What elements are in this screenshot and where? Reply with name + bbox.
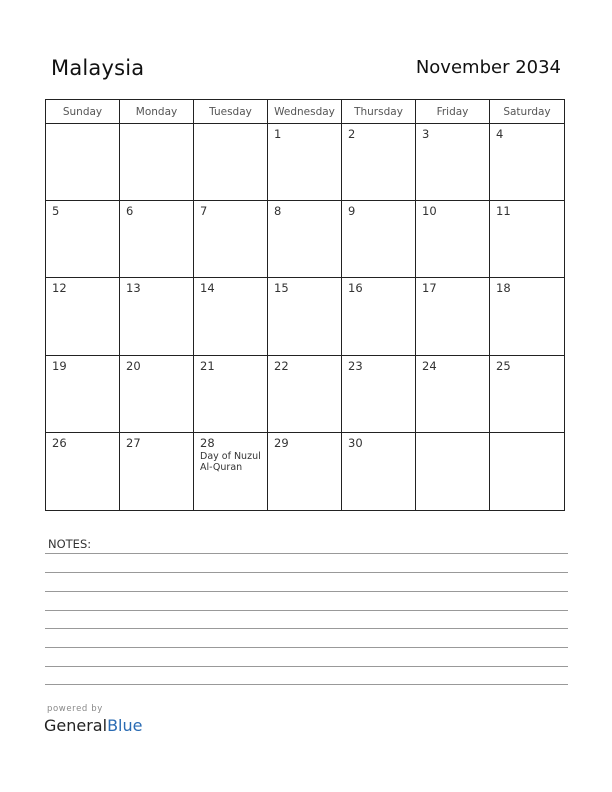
day-cell: [490, 124, 564, 201]
day-cell: [268, 201, 342, 278]
day-cell: [342, 278, 416, 355]
day-number: 14: [200, 281, 215, 296]
day-number: 16: [348, 281, 363, 296]
day-cell: [490, 201, 564, 278]
day-number: 17: [422, 281, 437, 296]
day-cell: [46, 124, 120, 201]
day-cell: [416, 356, 490, 433]
day-number: 13: [126, 281, 141, 296]
day-cell: [342, 433, 416, 510]
day-cell: [194, 201, 268, 278]
weekday-header: Sunday: [46, 100, 120, 124]
brand-part-general: General: [44, 716, 108, 735]
day-number: 3: [422, 127, 430, 141]
day-cell: [268, 278, 342, 355]
day-cell: [268, 433, 342, 510]
day-cell: [194, 433, 268, 510]
notes-line: [45, 553, 568, 554]
day-cell: [46, 356, 120, 433]
month-year-title: November 2034: [415, 57, 561, 78]
day-number: 27: [126, 435, 141, 450]
holiday-label: Day of Nuzul Al-Quran: [200, 450, 261, 473]
day-number: 5: [52, 204, 60, 219]
day-number: 28: [200, 435, 215, 450]
day-number: 30: [348, 435, 363, 450]
day-number: 4: [496, 127, 504, 141]
day-number: 22: [274, 358, 289, 373]
notes-line: [45, 628, 568, 629]
day-number: 18: [496, 281, 511, 296]
day-number: 15: [274, 281, 289, 296]
day-cell: [120, 356, 194, 433]
weekday-header: Wednesday: [268, 100, 342, 124]
day-cell: [416, 433, 490, 510]
day-number: 12: [52, 281, 67, 296]
day-number: 7: [200, 204, 208, 219]
notes-line: [45, 684, 568, 685]
day-number: 19: [52, 358, 67, 373]
day-number: 20: [126, 358, 141, 373]
day-number: 29: [274, 435, 289, 450]
day-cell: [194, 356, 268, 433]
day-cell: [416, 124, 490, 201]
day-number: 6: [126, 204, 134, 219]
day-cell: [194, 278, 268, 355]
day-number: 9: [348, 204, 356, 219]
day-number: 25: [496, 358, 511, 373]
day-cell: [194, 124, 268, 201]
day-number: 21: [200, 358, 215, 373]
notes-line: [45, 666, 568, 667]
day-number: 11: [496, 204, 511, 219]
day-cell: [268, 356, 342, 433]
day-number: 1: [274, 127, 282, 141]
notes-line: [45, 610, 568, 611]
day-cell: [490, 433, 564, 510]
notes-line: [45, 591, 568, 592]
day-cell: [416, 201, 490, 278]
day-cell: [46, 201, 120, 278]
day-cell: [342, 201, 416, 278]
day-cell: [120, 124, 194, 201]
powered-by-text: powered by: [47, 704, 103, 714]
day-cell: [120, 278, 194, 355]
weekday-header: Monday: [120, 100, 194, 124]
country-title: Malaysia: [51, 56, 145, 80]
day-number: 26: [52, 435, 67, 450]
day-cell: [342, 124, 416, 201]
day-number: 2: [348, 127, 356, 141]
day-cell: [268, 124, 342, 201]
day-cell: [342, 356, 416, 433]
day-number: 10: [422, 204, 437, 219]
weekday-header: Saturday: [490, 100, 564, 124]
weekday-header: Thursday: [342, 100, 416, 124]
day-number: 24: [422, 358, 437, 373]
day-cell: [46, 278, 120, 355]
day-cell: [490, 278, 564, 355]
day-number: 8: [274, 204, 282, 219]
day-number: 23: [348, 358, 363, 373]
weekday-header: Friday: [416, 100, 490, 124]
day-cell: [46, 433, 120, 510]
day-cell: [416, 278, 490, 355]
notes-line: [45, 572, 568, 573]
calendar-grid: [45, 99, 565, 511]
brand-part-blue: Blue: [107, 716, 143, 735]
generalblue-logo[interactable]: [44, 716, 142, 735]
notes-label: NOTES:: [48, 537, 92, 551]
weekday-header: Tuesday: [194, 100, 268, 124]
day-cell: [490, 356, 564, 433]
notes-line: [45, 647, 568, 648]
day-cell: [120, 201, 194, 278]
day-cell: [120, 433, 194, 510]
